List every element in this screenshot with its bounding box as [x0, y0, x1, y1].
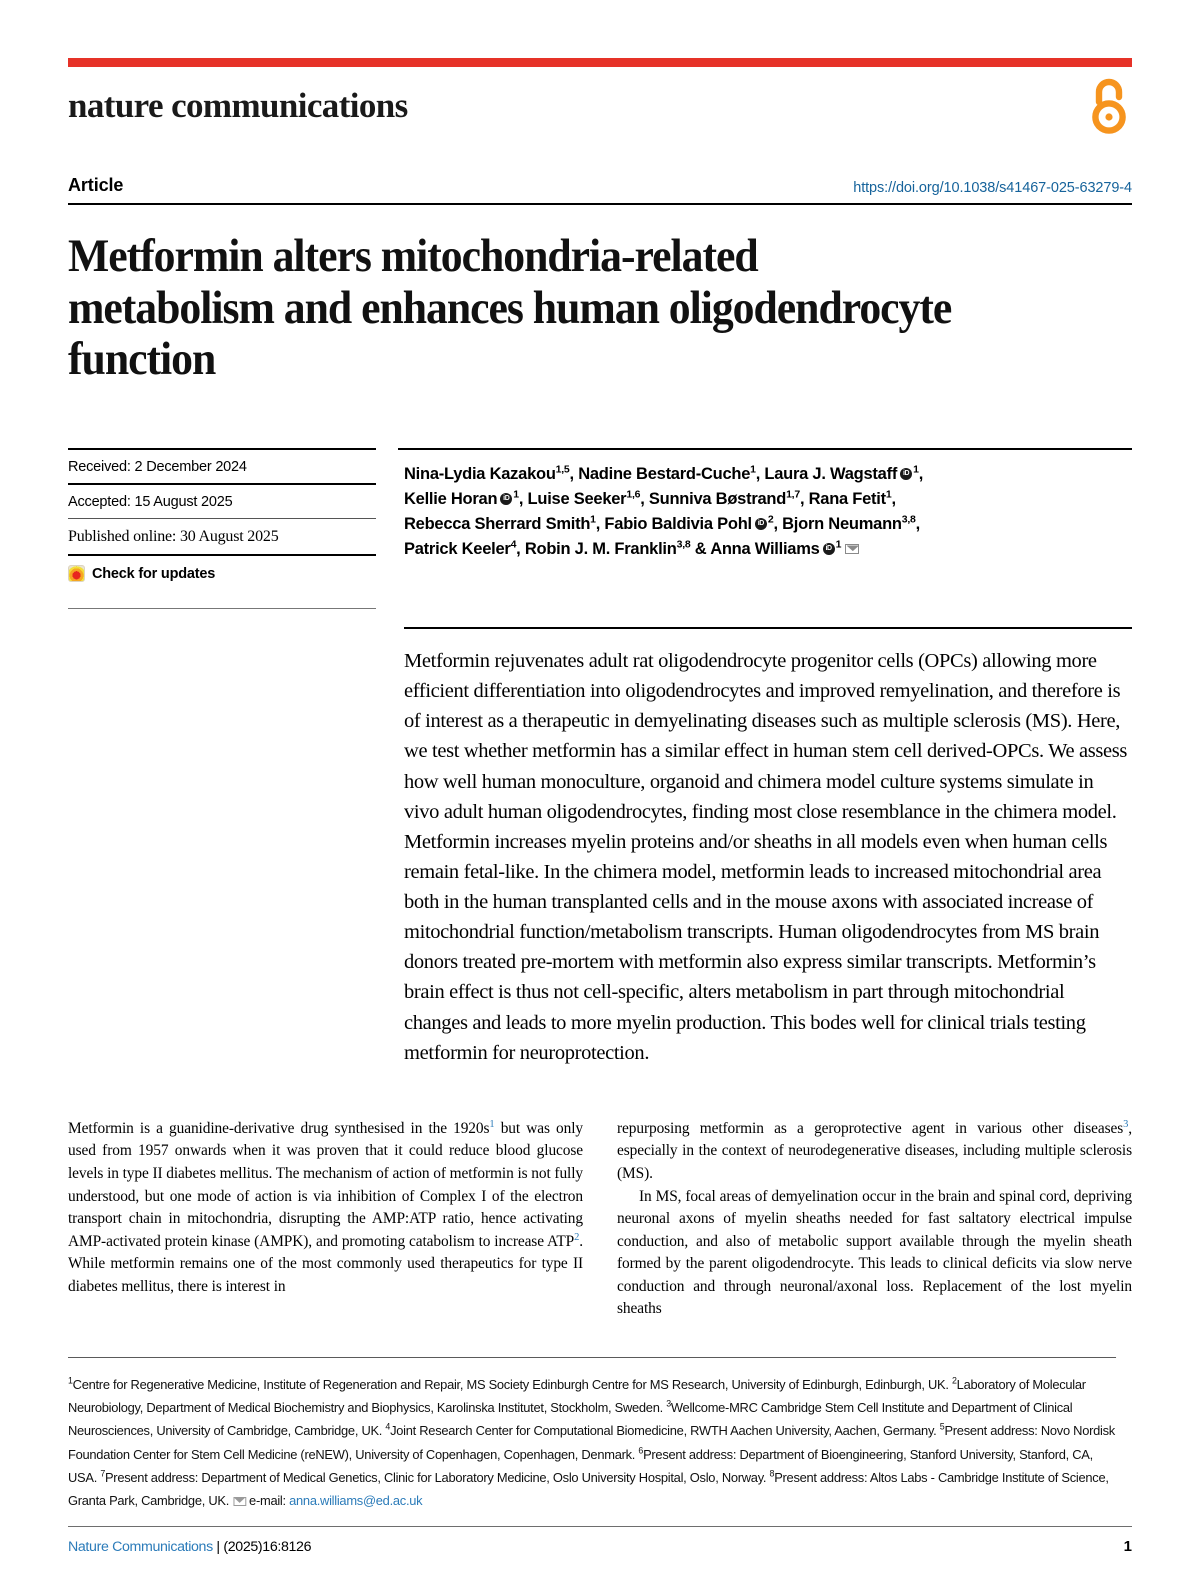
doi-link[interactable]: https://doi.org/10.1038/s41467-025-63279-4 [853, 180, 1132, 196]
check-for-updates-label: Check for updates [92, 565, 216, 582]
author-name: Kellie Horan [404, 490, 498, 509]
masthead [68, 0, 1132, 123]
author-affil-marker: 1 [885, 488, 892, 501]
article-type-row [68, 175, 1132, 203]
envelope-icon [233, 1497, 246, 1506]
body-paragraph: In MS, focal areas of demyelination occur in the brain and spinal cord, depriving neuronal axons of myelin sheaths needed for fast saltatory electrical impulse conduction, and also of metabolic support available through the myelin sheath formed by the parent oligodendrocyte. This leads to clinical deficits via slow nerve conduction and through neuronal/axonal loss. Replacement of the lost myelin sheaths [617, 1187, 1132, 1318]
meta-authors-section [68, 448, 1132, 609]
affiliation-marker: 1 [68, 1375, 73, 1386]
orcid-icon[interactable] [755, 518, 767, 530]
author-name: , Laura J. Wagstaff [755, 465, 898, 484]
footer-citation [68, 1539, 311, 1555]
orcid-icon[interactable] [900, 468, 912, 480]
affiliation-text: Present address: Altos Labs - Cambridge Institute of Science, Granta Park, Cambridge, UK. [68, 1470, 1109, 1509]
body-text: , especially in the context of neurodegenerative diseases, including multiple sclerosis (MS). [617, 1119, 1132, 1182]
author-affil-marker: 1,7 [786, 488, 800, 501]
affiliation-text: Laboratory of Molecular Neurobiology, Department of Medical Biochemistry and Biophysics, Karolinska Institutet, Stockholm, Sweden. [68, 1376, 1086, 1416]
affiliation-text: Present address: Department of Bioengineering, Stanford University, Stanford, CA, USA. [68, 1446, 1093, 1486]
affiliations-block [68, 1357, 1116, 1513]
body-paragraph [68, 1118, 583, 1299]
author-affil-marker: 1 [913, 463, 919, 476]
abstract-left-spacer [68, 627, 398, 1068]
affiliation-marker: 7 [100, 1468, 105, 1479]
corresponding-email-link[interactable]: anna.williams@ed.ac.uk [289, 1493, 423, 1509]
journal-masthead-title: nature communications [68, 86, 408, 125]
received-date: Received: 2 December 2024 [68, 448, 376, 483]
author-name: , Bjorn Neumann [773, 515, 902, 534]
author-name: & Anna Williams [690, 540, 820, 559]
author-affil-marker: 3,8 [676, 538, 691, 551]
open-access-lock-icon [1086, 78, 1132, 134]
affiliation-marker: 2 [952, 1375, 957, 1386]
author-affil-marker: 1 [750, 463, 756, 476]
author-name: , Robin J. M. Franklin [516, 540, 677, 559]
affiliation-text: Present address: Novo Nordisk Foundation Center for Stem Cell Medicine (reNEW), University of Copenhagen, Copenhagen, Denmark. [68, 1423, 1115, 1462]
author-affil-marker: 2 [767, 513, 774, 526]
brand-accent-bar [68, 58, 1132, 67]
author-name: Rebecca Sherrard Smith [404, 515, 591, 534]
affiliation-marker: 8 [769, 1468, 775, 1479]
author-names: Nina-Lydia Kazakou$^{1,5}$, Nadine Bestard-Cuche$^1$, Laura J. Wagstaff iD $^1$, Kellie Horan iD $^1$, Luise Seeker$^{1,6}$, Sunniva Bøstrand$^{1,7}$, Rana Fetit$^1$, Rebecca Sherrard Smith$^1$, Fabio Baldivia Pohl iD $^2$, Bjorn Neumann$^{3,8}$, Patrick Keeler$^4$, Robin J. M. Franklin$^{3,8}$ & Anna Williams iD $^1$ [404, 462, 1132, 562]
body-text: . While metformin remains one of the most commonly used therapeutics for type II diabetes mellitus, there is interest in [68, 1232, 583, 1295]
author-affil-marker: 1 [590, 513, 596, 526]
affiliation-marker: 4 [385, 1422, 391, 1433]
published-date: Published online: 30 August 2025 [68, 518, 376, 554]
footer-citation-text: | (2025)16:8126 [212, 1539, 312, 1555]
reference-marker[interactable]: 1 [489, 1118, 495, 1130]
author-affil-marker: 1 [513, 488, 519, 501]
footer-journal-link[interactable]: Nature Communications [68, 1539, 213, 1555]
page-number: 1 [1123, 1538, 1132, 1555]
body-text: but was only used from 1957 onwards when it was proven that it could reduce blood glucose levels in type II diabetes mellitus. The mechanism of action of metformin is not fully understood, but one mode of action is via inhibition of Complex I of the electron transport chain in mitochondria, disrupting the AMP:ATP ratio, hence activating AMP-activated protein kinase (AMPK), and promoting catabolism to increase ATP [68, 1119, 583, 1250]
orcid-icon[interactable] [500, 493, 512, 505]
author-affil-marker: 1 [835, 538, 842, 551]
page-title: Metformin alters mitochondria-related metabolism and enhances human oligodendrocyte function [68, 230, 952, 386]
check-for-updates-button[interactable] [68, 554, 376, 582]
author-name: , Fabio Baldivia Pohl [595, 515, 752, 534]
abstract-text: Metformin rejuvenates adult rat oligodendrocyte progenitor cells (OPCs) allowing more efficient differentiation into oligodendrocytes and improved remyelination, and therefore is of interest as a therapeutic in demyelinating diseases such as multiple sclerosis (MS). Here, we test whether metformin has a similar effect in human stem cell derived-OPCs. We assess how well human monoculture, organoid and chimera model culture systems simulate in vivo adult human oligodendrocytes, finding most close resemblance in the chimera model. Metformin increases myelin proteins and/or sheaths in all models even when human cells remain fetal-like. In the chimera model, metformin leads to increased mitochondrial area both in the human transplanted cells and in the mouse axons with associated increase of mitochondrial function/metabolism transcripts. Human oligodendrocytes from MS brain donors treated pre-mortem with metformin also express similar transcripts. Metformin’s brain effect is thus not cell-specific, alters metabolism in part through mitochondrial changes and leads to more myelin production. This bodes well for clinical trials testing metformin for neuroprotection. [404, 627, 1132, 1068]
author-list [398, 448, 1132, 562]
author-affil-marker: 3,8 [901, 513, 916, 526]
affiliation-marker: 3 [666, 1398, 671, 1409]
reference-marker[interactable]: 3 [1123, 1118, 1129, 1130]
body-text: Metformin is a guanidine-derivative drug synthesised in the 1920s [68, 1119, 490, 1137]
reference-marker[interactable]: 2 [574, 1231, 580, 1243]
orcid-icon[interactable] [823, 543, 835, 555]
author-affil-marker: 1,6 [626, 488, 641, 501]
corresponding-author-envelope-icon[interactable] [845, 544, 859, 554]
author-name: , Luise Seeker [518, 490, 627, 509]
body-columns [68, 1118, 1132, 1321]
body-paragraph [617, 1118, 1132, 1186]
publication-dates-panel [68, 448, 398, 609]
email-label: e-mail: [249, 1493, 290, 1509]
author-name: Nina-Lydia Kazakou [404, 465, 556, 484]
body-column-left [68, 1118, 583, 1321]
affiliation-text: Joint Research Center for Computational Biomedicine, RWTH Aachen University, Aachen, Germany. [390, 1423, 940, 1439]
author-affil-marker: 1,5 [555, 463, 570, 476]
page-footer [68, 1526, 1132, 1555]
body-column-right [617, 1118, 1132, 1321]
header-divider [68, 203, 1132, 205]
affiliation-text: Present address: Department of Medical Genetics, Clinic for Laboratory Medicine, Oslo University Hospital, Oslo, Norway. [104, 1470, 770, 1486]
affiliation-text: Centre for Regenerative Medicine, Institute of Regeneration and Repair, MS Society Edinburgh Centre for MS Research, University of Edinburgh, Edinburgh, UK. [72, 1376, 953, 1392]
accepted-date: Accepted: 15 August 2025 [68, 483, 376, 518]
affiliation-marker: 5 [939, 1422, 945, 1433]
crossmark-icon [68, 565, 85, 582]
affiliation-marker: 6 [638, 1445, 644, 1456]
affiliation-text: Wellcome-MRC Cambridge Stem Cell Institute and Department of Clinical Neurosciences, University of Cambridge, Cambridge, UK. [68, 1400, 1073, 1439]
abstract-section [68, 627, 1132, 1068]
author-name: Patrick Keeler [404, 540, 511, 559]
author-name: , Nadine Bestard-Cuche [569, 465, 751, 484]
article-type-label: Article [68, 175, 124, 195]
author-name: , Rana Fetit [799, 490, 886, 509]
meta-panel-bottom-divider [68, 608, 376, 609]
author-affil-marker: 4 [510, 538, 517, 551]
author-name: , Sunniva Bøstrand [640, 490, 787, 509]
body-text: repurposing metformin as a geroprotective agent in various other diseases [617, 1119, 1124, 1137]
